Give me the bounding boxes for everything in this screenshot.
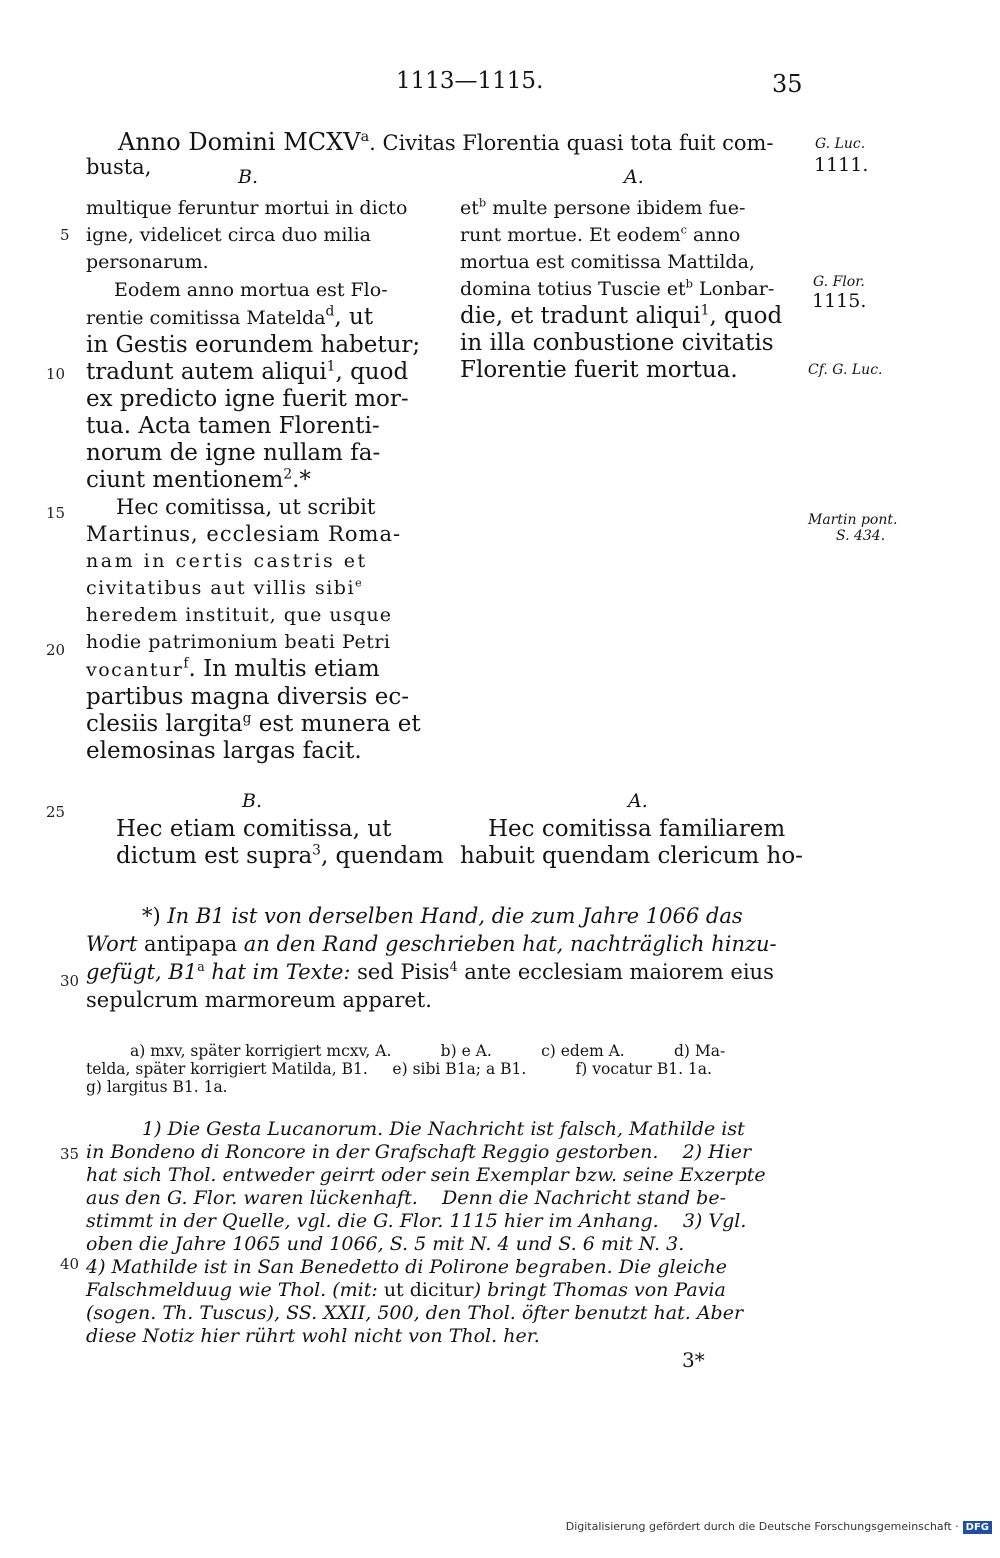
a-line-5-text: die, et tradunt aliqui bbox=[460, 303, 701, 329]
line-number-40: 40 bbox=[60, 1255, 80, 1273]
footnote-line-7: 4) Mathilde ist in San Benedetto di Polirone begraben. Die gleiche bbox=[86, 1256, 728, 1278]
b-line-18-text: vocantur bbox=[86, 659, 184, 681]
b-line-9: tua. Acta tamen Florenti- bbox=[86, 413, 380, 439]
b-line-16: heredem instituit, que usque bbox=[86, 604, 393, 626]
b-line-15-text: civitatibus aut villis sibi bbox=[86, 577, 356, 599]
b-line-11-sup: 2 bbox=[283, 466, 293, 483]
section2-b-line-1-text: Hec etiam comitissa, ut bbox=[116, 816, 392, 842]
footnote-line-8-c: ) bringt Thomas von Pavia bbox=[473, 1279, 726, 1301]
line-number-35: 35 bbox=[60, 1145, 80, 1163]
footnote-line-8 bbox=[86, 1279, 766, 1302]
intro-line-1 bbox=[118, 128, 773, 156]
star-note-mark: *) bbox=[142, 904, 161, 928]
b-line-12-text: Hec comitissa, ut scribit bbox=[116, 495, 376, 519]
footnote-line-2: in Bondeno di Roncore in der Grafschaft Reggio gestorben. 2) Hier bbox=[86, 1141, 752, 1163]
star-note-line-4: sepulcrum marmoreum apparet. bbox=[86, 988, 432, 1012]
b-line-4 bbox=[86, 276, 436, 304]
a-line-4-end: Lonbar- bbox=[692, 278, 775, 300]
section2-b-line-2 bbox=[86, 842, 444, 870]
b-line-7 bbox=[86, 359, 436, 386]
b-line-5-text: rentie comitissa Matelda bbox=[86, 307, 326, 329]
footnote-line-8-b: ut dicitur bbox=[377, 1279, 474, 1301]
star-note-line-1-text: In B1 ist von derselben Hand, die zum Jahre 1066 das bbox=[160, 904, 743, 928]
b-line-21: elemosinas largas facit. bbox=[86, 738, 362, 764]
line-number-30: 30 bbox=[60, 972, 80, 990]
sidenote-martin: Martin pont. bbox=[808, 512, 898, 528]
signature-mark: 3* bbox=[682, 1348, 705, 1372]
line-number-5: 5 bbox=[60, 226, 70, 244]
a-line-1-end: multe persone ibidem fue- bbox=[486, 197, 746, 219]
star-note-line-3-a: gefügt, B1 bbox=[86, 960, 198, 984]
a-line-6: in illa conbustione civitatis bbox=[460, 330, 774, 356]
sidenote-g-flor-year: 1115. bbox=[812, 290, 867, 312]
footer-text: Digitalisierung gefördert durch die Deutsche Forschungsgemeinschaft · bbox=[565, 1520, 959, 1533]
b-line-5-end: , ut bbox=[334, 304, 374, 330]
column-a-text bbox=[460, 195, 810, 384]
star-note-line-3-d: ante ecclesiam maiorem eius bbox=[457, 960, 774, 984]
b-line-20-text: clesiis largita bbox=[86, 711, 243, 737]
a-line-5-end: , quod bbox=[709, 303, 783, 329]
section2-b-line-2-text: dictum est supra bbox=[116, 843, 313, 869]
star-note-line-2-b: antipapa bbox=[137, 932, 244, 956]
star-note-line-3-sup2: 4 bbox=[449, 959, 458, 974]
a-line-5-sup: 1 bbox=[700, 302, 710, 319]
b-line-20 bbox=[86, 711, 436, 738]
star-note-line-2 bbox=[86, 930, 777, 958]
b-line-19: partibus magna diversis ec- bbox=[86, 684, 409, 710]
section2-a-line-2: habuit quendam clericum ho- bbox=[460, 843, 803, 869]
b-line-14: nam in certis castris et bbox=[86, 550, 368, 572]
b-line-11 bbox=[86, 467, 436, 494]
variant-notes bbox=[86, 1042, 725, 1096]
column-label-b: B. bbox=[238, 166, 259, 188]
footnotes bbox=[86, 1118, 766, 1348]
b-line-2: igne, videlicet circa duo milia bbox=[86, 224, 371, 246]
a-line-2 bbox=[460, 222, 810, 249]
b-line-20-sup: g bbox=[242, 710, 252, 727]
sidenote-g-flor: G. Flor. bbox=[813, 274, 865, 290]
a-line-4-sup: b bbox=[685, 276, 693, 291]
section2-column-a bbox=[460, 816, 810, 870]
b-line-7-sup: 1 bbox=[326, 358, 336, 375]
intro-sup-a: a bbox=[360, 129, 370, 145]
b-line-8: ex predicto igne fuerit mor- bbox=[86, 386, 409, 412]
b-line-13: Martinus, ecclesiam Roma- bbox=[86, 522, 402, 546]
a-line-4 bbox=[460, 276, 810, 303]
b-line-3: personarum. bbox=[86, 251, 209, 273]
b-line-1: multique feruntur mortui in dicto bbox=[86, 197, 408, 219]
b-line-10: norum de igne nullam fa- bbox=[86, 440, 381, 466]
a-line-1 bbox=[460, 195, 810, 222]
sidenote-g-luc: G. Luc. bbox=[815, 136, 866, 152]
footnote-line-5: stimmt in der Quelle, vgl. die G. Flor. 1115 hier im Anhang. 3) Vgl. bbox=[86, 1210, 747, 1232]
b-line-15 bbox=[86, 575, 436, 602]
digitization-footer bbox=[566, 1520, 992, 1534]
section2-a-line-1-text: Hec comitissa familiarem bbox=[488, 816, 786, 842]
b-line-20-end: est munera et bbox=[251, 711, 421, 737]
b-line-18-sup: f bbox=[183, 655, 189, 672]
footnote-line-1: 1) Die Gesta Lucanorum. Die Nachricht ist falsch, Mathilde ist bbox=[142, 1118, 745, 1140]
section2-label-a: A. bbox=[628, 790, 648, 812]
section2-label-b: B. bbox=[242, 790, 263, 812]
footnote-line-10: diese Notiz hier rührt wohl nicht von Thol. her. bbox=[86, 1325, 540, 1347]
star-note bbox=[86, 902, 777, 1014]
running-head-years: 1113—1115. bbox=[396, 68, 544, 94]
a-line-2-end: anno bbox=[687, 224, 741, 246]
b-line-18 bbox=[86, 656, 436, 684]
intro-anno: Anno Domini MCXV bbox=[118, 128, 361, 156]
b-line-7-text: tradunt autem aliqui bbox=[86, 359, 327, 385]
a-line-1-text: et bbox=[460, 197, 479, 219]
b-line-15-sup: e bbox=[355, 575, 364, 590]
intro-line-2: busta, bbox=[86, 155, 152, 179]
b-line-11-end: .* bbox=[292, 467, 311, 493]
star-note-line-3-c: sed Pisis bbox=[350, 960, 450, 984]
sidenote-g-luc-year: 1111. bbox=[814, 154, 869, 176]
variant-note-line-1: a) mxv, später korrigiert mcxv, A. b) e A. c) edem A. d) Ma- bbox=[130, 1042, 726, 1060]
intro-rest: . Civitas Florentia quasi tota fuit com- bbox=[369, 131, 774, 155]
line-number-15: 15 bbox=[46, 504, 66, 522]
a-line-4-text: domina totius Tuscie et bbox=[460, 278, 686, 300]
section2-b-line-1 bbox=[86, 816, 436, 843]
b-line-18-end: . In multis etiam bbox=[188, 656, 380, 682]
dfg-logo: DFG bbox=[963, 1521, 992, 1534]
star-note-line-3 bbox=[86, 958, 777, 986]
footnote-line-9: (sogen. Th. Tuscus), SS. XXII, 500, den Thol. öfter benutzt hat. Aber bbox=[86, 1302, 744, 1324]
a-line-2-sup: c bbox=[680, 222, 688, 237]
sidenote-martin-ref: S. 434. bbox=[836, 528, 886, 544]
footnote-line-4: aus den G. Flor. waren lückenhaft. Denn die Nachricht stand be- bbox=[86, 1187, 726, 1209]
a-line-2-text: runt mortue. Et eodem bbox=[460, 224, 681, 246]
b-line-12 bbox=[86, 494, 436, 521]
b-line-5-sup: d bbox=[325, 303, 335, 320]
sidenote-cf-g-luc: Cf. G. Luc. bbox=[808, 362, 883, 378]
line-number-10: 10 bbox=[46, 365, 66, 383]
column-label-a: A. bbox=[624, 166, 644, 188]
footnote-line-8-a: Falschmelduug wie Thol. (mit: bbox=[86, 1279, 378, 1301]
section2-b-line-2-sup: 3 bbox=[312, 842, 321, 859]
a-line-1-sup: b bbox=[478, 195, 487, 210]
star-note-line-3-sup: a bbox=[197, 959, 205, 974]
b-line-7-end: , quod bbox=[335, 359, 409, 385]
b-line-5 bbox=[86, 304, 436, 332]
a-line-3: mortua est comitissa Mattilda, bbox=[460, 251, 755, 273]
variant-note-line-3: g) largitus B1. 1a. bbox=[86, 1078, 228, 1096]
star-note-line-2-c: an den Rand geschrieben hat, nachträglich hinzu- bbox=[243, 932, 777, 956]
b-line-11-text: ciunt mentionem bbox=[86, 467, 284, 493]
page-number: 35 bbox=[772, 70, 803, 98]
section2-b-line-2-end: , quendam bbox=[320, 843, 444, 869]
column-b-text bbox=[86, 195, 436, 765]
star-note-line-1 bbox=[86, 902, 777, 930]
b-line-6: in Gestis eorundem habetur; bbox=[86, 332, 421, 358]
b-line-4-text: Eodem anno mortua est Flo- bbox=[114, 279, 388, 301]
star-note-line-2-a: Wort bbox=[86, 932, 138, 956]
b-line-17: hodie patrimonium beati Petri bbox=[86, 631, 391, 653]
section2-column-b bbox=[86, 816, 444, 870]
line-number-25: 25 bbox=[46, 803, 66, 821]
section2-a-line-1 bbox=[460, 816, 810, 843]
footnote-line-3: hat sich Thol. entweder geirrt oder sein Exemplar bzw. seine Exzerpte bbox=[86, 1164, 766, 1186]
a-line-5 bbox=[460, 303, 810, 330]
line-number-20: 20 bbox=[46, 641, 66, 659]
variant-note-line-2: telda, später korrigiert Matilda, B1. e) sibi B1a; a B1. f) vocatur B1. 1a. bbox=[86, 1060, 712, 1078]
footnote-line-6: oben die Jahre 1065 und 1066, S. 5 mit N. 4 und S. 6 mit N. 3. bbox=[86, 1233, 685, 1255]
a-line-7: Florentie fuerit mortua. bbox=[460, 357, 738, 383]
star-note-line-3-b: hat im Texte: bbox=[204, 960, 351, 984]
